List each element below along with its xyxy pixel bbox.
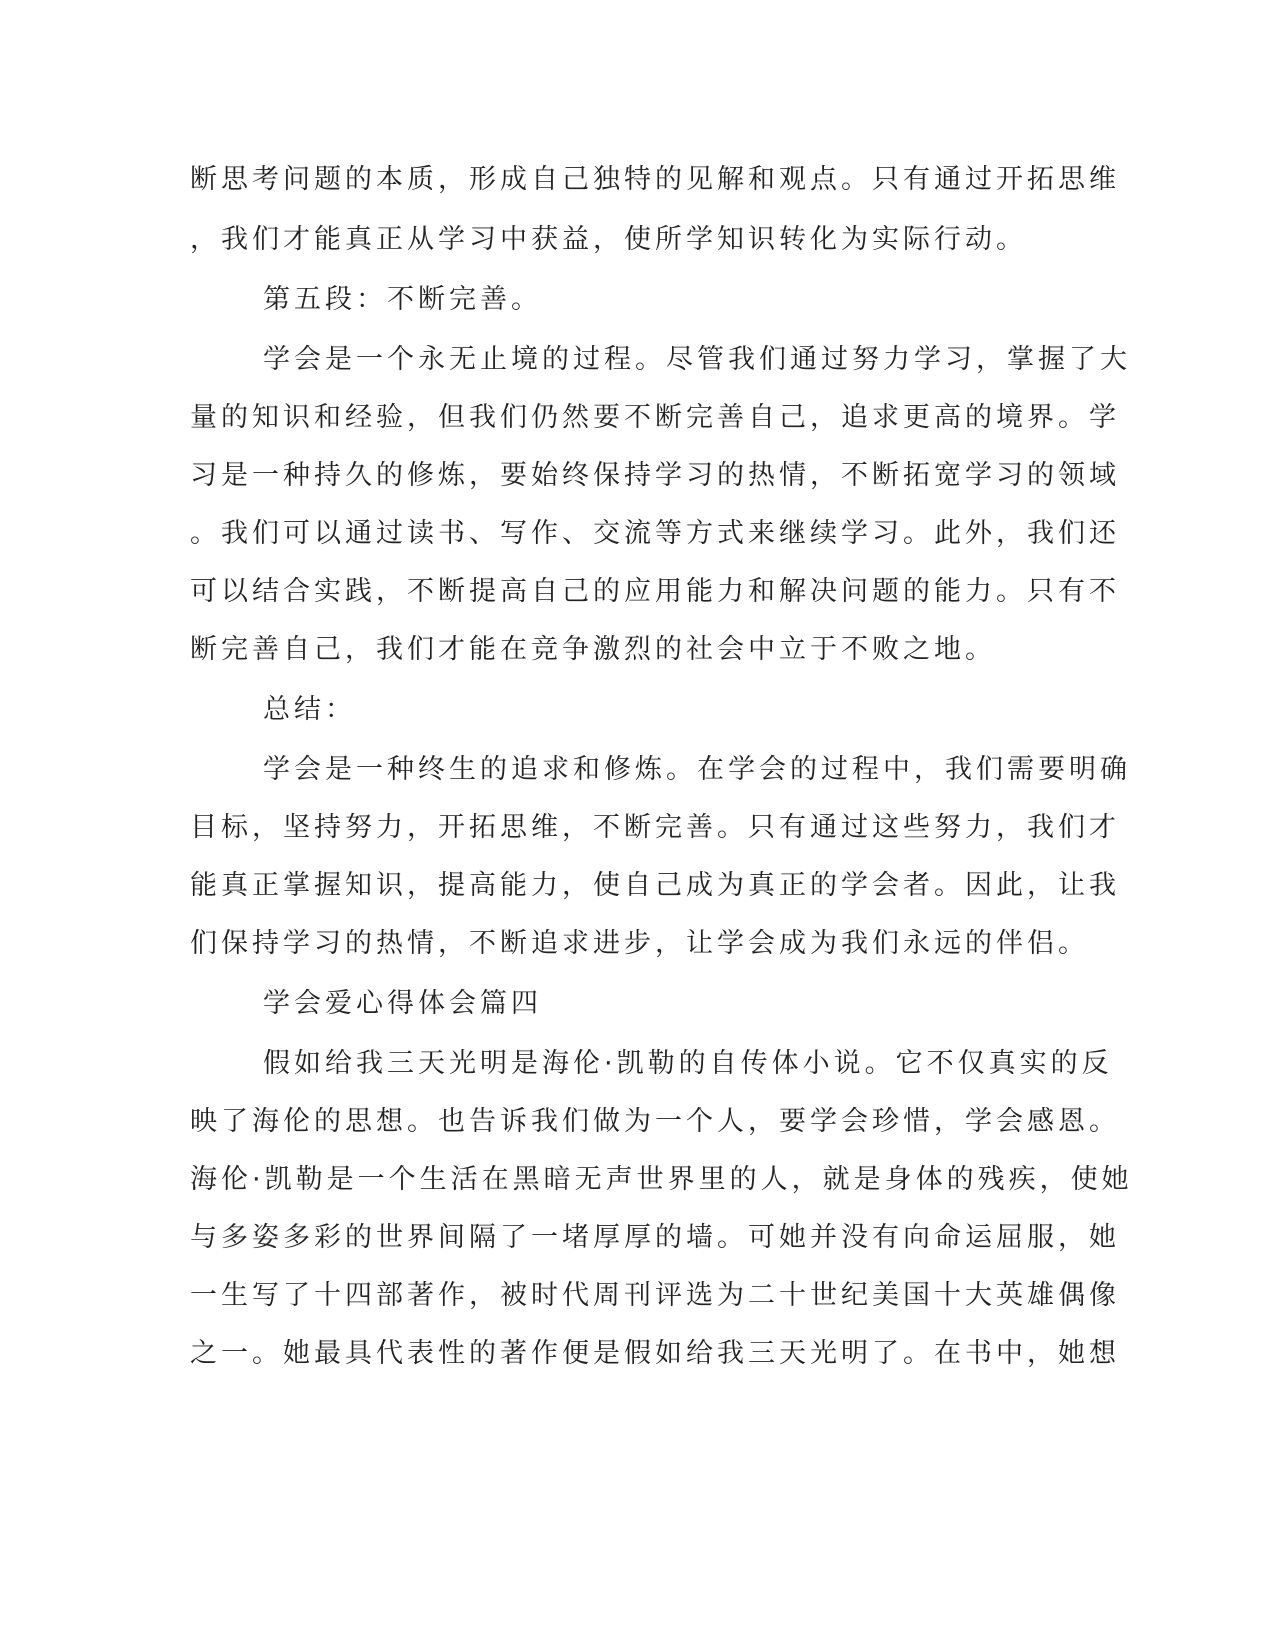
text-line: 断完善自己，我们才能在竞争激烈的社会中立于不败之地。 xyxy=(190,634,996,665)
text-line: 与多姿多彩的世界间隔了一堵厚厚的墙。可她并没有向命运屈服，她 xyxy=(190,1222,1120,1253)
text-line: ，我们才能真正从学习中获益，使所学知识转化为实际行动。 xyxy=(190,224,1027,255)
text-line: 海伦·凯勒是一个生活在黑暗无声世界里的人，就是身体的残疾，使她 xyxy=(190,1164,1133,1195)
text-line: 们保持学习的热情，不断追求进步，让学会成为我们永远的伴侣。 xyxy=(190,928,1089,959)
section-heading: 第五段：不断完善。 xyxy=(263,284,542,315)
text-line: 量的知识和经验，但我们仍然要不断完善自己，追求更高的境界。学 xyxy=(190,402,1120,433)
text-line: 学会是一种终生的追求和修炼。在学会的过程中，我们需要明确 xyxy=(263,754,1131,785)
text-line: 假如给我三天光明是海伦·凯勒的自传体小说。它不仅真实的反 xyxy=(263,1048,1113,1079)
section-heading: 总结： xyxy=(263,694,356,725)
text-line: 映了海伦的思想。也告诉我们做为一个人，要学会珍惜，学会感恩。 xyxy=(190,1106,1120,1137)
section-heading: 学会爱心得体会篇四 xyxy=(263,988,542,1019)
text-line: 一生写了十四部著作，被时代周刊评选为二十世纪美国十大英雄偶像 xyxy=(190,1280,1120,1311)
text-line: 目标，坚持努力，开拓思维，不断完善。只有通过这些努力，我们才 xyxy=(190,812,1120,843)
text-line: 学会是一个永无止境的过程。尽管我们通过努力学习，掌握了大 xyxy=(263,344,1131,375)
text-line: 可以结合实践，不断提高自己的应用能力和解决问题的能力。只有不 xyxy=(190,576,1120,607)
text-line: 习是一种持久的修炼，要始终保持学习的热情，不断拓宽学习的领域 xyxy=(190,460,1120,491)
text-line: 。我们可以通过读书、写作、交流等方式来继续学习。此外，我们还 xyxy=(190,518,1120,549)
text-line: 能真正掌握知识，提高能力，使自己成为真正的学会者。因此，让我 xyxy=(190,870,1120,901)
text-line: 断思考问题的本质，形成自己独特的见解和观点。只有通过开拓思维 xyxy=(190,164,1120,195)
text-line: 之一。她最具代表性的著作便是假如给我三天光明了。在书中，她想 xyxy=(190,1338,1120,1369)
